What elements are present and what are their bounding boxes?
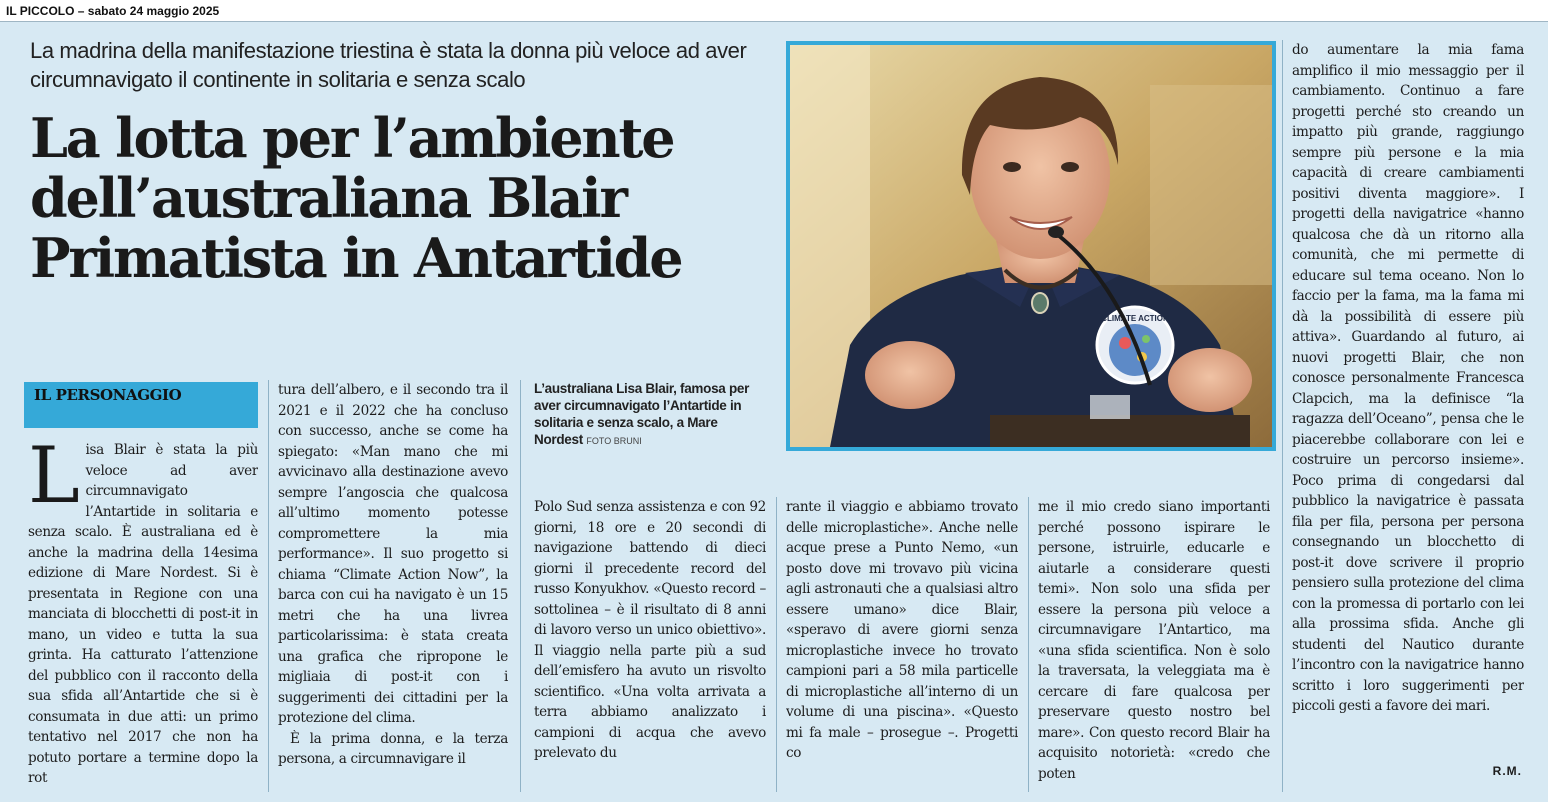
column-5-text: me il mio credo siano importanti perché possono ispirare le persone, istruirle, educarle e aiutarle a considerare questi temi». Non solo una sfida per essere la persona più veloce a circumnavigare l’Antartico, ma «una sfida scientifica. Non è solo la traversata, la veleggiata ma è cercare di fare qualcosa per preservare questo nostro bel mare». Con questo record Blair ha acquisito notorietà: «credo che poten (1038, 499, 1270, 782)
column-divider (1282, 40, 1283, 792)
photo-credit: FOTO BRUNI (586, 436, 642, 446)
column-divider (1028, 497, 1029, 792)
portrait-illustration (790, 45, 1272, 447)
headline-line-1: La lotta per l’ambiente (30, 106, 674, 170)
column-2-paragraph-2: È la prima donna, e la terza persona, a circumnavigare il (278, 730, 508, 767)
photo-caption (534, 380, 766, 450)
article-column-6 (1292, 40, 1524, 760)
column-divider (520, 380, 521, 792)
column-divider (268, 380, 269, 792)
column-1-text: isa Blair è stata la più veloce ad aver circumnavigato l’Antartide in solitaria e senza scalo. È australiana ed è anche la madrina della 14esima edizione di Mare Nordest. Si è presentata in Regione con una manciata di blocchetti di post-it in mano, un video e tutta la sua grinta. Ha catturato l’attenzione del pubblico con il racconto della sua sfida all’Antartide che si è consumata in due atti: un primo tentativo nel 2017 che non ha potuto portare a termine dopo la rot (28, 442, 258, 786)
article-column-3 (534, 497, 766, 790)
column-6-text: do aumentare la mia fama amplifico il mio messaggio per il cambiamento. Continuo a fare progetti perché sto creando un impatto più grande, raggiungo sempre più persone e la mia capacità di creare cambiamenti positivi diventa maggiore». I progetti della navigatrice «hanno qualcosa che dà un ritorno alla comunità, che mi permette di educare sul tema oceano. Non lo faccio per la fama, ma la fama mi dà la possibilità di essere più attiva». Guardando al futuro, ai nuovi progetti Blair, che non conosce personalmente Francesca Clapcich, ma la definisce “la ragazza dell’Oceano”, pensa che le piacerebbe collaborare con lei e costruire un percorso insieme». Poco prima di congedarsi dal pubblico la navigatrice è passata fila per fila, persona per persona consegnando un blocchetto di post-it dove scrivere il proprio pensiero sulla protezione del clima con la promessa di portarlo con lei alla prossima sfida. Anche gli studenti del Nautico durante l’incontro con la navigatrice hanno scritto i loro suggerimenti per piccoli gesti a favore dei mari. (1292, 42, 1524, 714)
article-column-1 (28, 440, 258, 790)
article-column-5 (1038, 497, 1270, 790)
article-column-4 (786, 497, 1018, 790)
author-signature: R.M. (1492, 764, 1522, 778)
headline-line-3: Primatista in Antartide (30, 226, 682, 290)
masthead-text: IL PICCOLO – sabato 24 maggio 2025 (6, 4, 220, 18)
caption-text: L’australiana Lisa Blair, famosa per aver circumnavigato l’Antartide in solitaria e senza scalo, a Mare Nordest (534, 381, 750, 447)
article-kicker: La madrina della manifestazione triestina è stata la donna più veloce ad aver circumnavigato il continente in solitaria e senza scalo (30, 38, 747, 92)
masthead-bar (0, 0, 1548, 22)
column-divider (776, 497, 777, 792)
column-2-paragraph-1: tura dell’albero, e il secondo tra il 2021 e il 2022 che ha concluso con successo, anche se come ha spiegato: «Man mano che mi avvicinavo alla destinazione avevo sempre l’angoscia che qualcosa all’ultimo momento potesse compromettere la mia performance». Il suo progetto si chiama “Climate Action Now”, la barca con cui ha navigato è un 15 metri che ha una livrea particolarissima: è stata creata una grafica che ripropone le migliaia di post-it con i suggerimenti dei cittadini per la protezione del clima. (278, 382, 508, 726)
article-headline (30, 108, 790, 288)
article-column-2 (278, 380, 508, 790)
article-photo (786, 41, 1276, 451)
shirt-logo-text: CLIMATE ACTION (1101, 314, 1169, 323)
column-3-text: Polo Sud senza assistenza e con 92 giorni, 18 ore e 20 secondi di navigazione battendo di dieci giorni il precedente record del russo Konyukhov. «Questo record – sottolinea – è il risultato di 8 anni di lavoro verso un unico obiettivo». Il viaggio nella parte più a sud dell’emisfero ha avuto un risvolto scientifico. «Una volta arrivata a terra abbiamo analizzato i campioni di acqua che avevo prelevato du (534, 499, 766, 761)
section-tag: IL PERSONAGGIO (24, 382, 258, 428)
headline-line-2: dell’australiana Blair (30, 166, 626, 230)
column-4-text: rante il viaggio e abbiamo trovato delle microplastiche». Anche nelle acque prese a Punto Nemo, «un posto dove mi trovavo più vicina agli astronauti che a qualsiasi altro essere umano» dice Blair, «speravo di avere giorni senza microplastiche invece ho trovato campioni pari a 58 mila particelle di microplastiche all’interno di un volume di una piscina». «Questo mi fa male – prosegue –. Progetti co (786, 499, 1018, 761)
drop-cap: L (28, 440, 80, 521)
